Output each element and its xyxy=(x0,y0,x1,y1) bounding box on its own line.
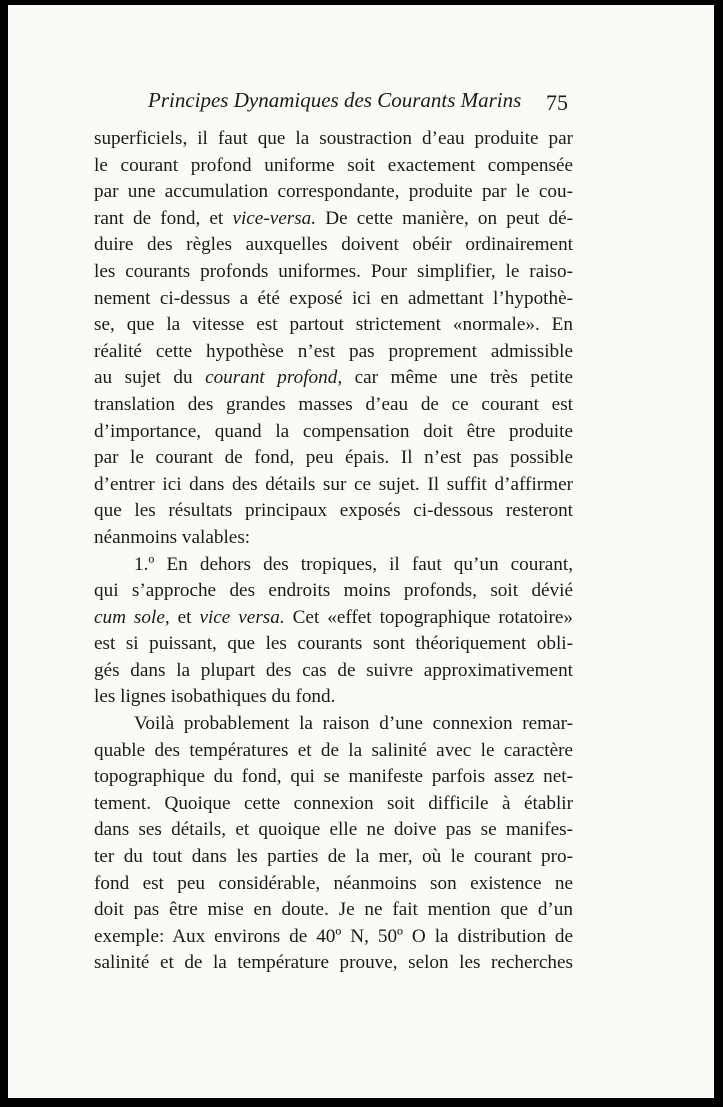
text-span: Cet «effet topographique rotatoire» xyxy=(284,606,573,628)
page-header xyxy=(8,88,714,118)
italic-term: vice-versa. xyxy=(232,207,317,229)
text-line: topographique du fond, qui se manifeste parfois assez net- xyxy=(94,766,573,788)
text-line: le courant profond uniforme soit exactement compensée xyxy=(94,154,573,176)
text-line: nement ci-dessus a été exposé ici en admettant l’hypothè- xyxy=(94,287,573,309)
text-span: car même une très petite xyxy=(342,367,573,389)
body-text xyxy=(94,126,573,977)
text-span: De cette manière, on peut dé- xyxy=(316,207,573,229)
text-line: gés dans la plupart des cas de suivre approximativement xyxy=(94,659,573,681)
text-line xyxy=(94,206,573,233)
text-span: rant de fond, et xyxy=(94,207,233,229)
text-line: Voilà probablement la raison d’une connexion remar- xyxy=(134,713,573,735)
text-span: et xyxy=(169,606,200,628)
text-line: néanmoins valables: xyxy=(94,526,251,548)
text-line: tement. Quoique cette connexion soit difficile à établir xyxy=(94,792,573,814)
text-line xyxy=(94,605,573,632)
text-span: au sujet du xyxy=(94,367,206,389)
text-line: superficiels, il faut que la soustraction d’eau produite par xyxy=(94,128,573,149)
text-line: les lignes isobathiques du fond. xyxy=(94,686,336,708)
italic-term: cum sole, xyxy=(94,606,170,628)
text-line: doit pas être mise en doute. Je ne fait mention que d’un xyxy=(94,899,573,921)
text-line: fond est peu considérable, néanmoins son existence ne xyxy=(94,872,573,894)
text-line: 1.º En dehors des tropiques, il faut qu’un courant, xyxy=(134,553,573,575)
text-line: salinité et de la température prouve, selon les recherches xyxy=(94,952,573,974)
text-line xyxy=(94,365,573,392)
italic-term: courant profond, xyxy=(205,367,343,389)
text-line: d’entrer ici dans des détails sur ce sujet. Il suffit d’affirmer xyxy=(94,473,573,495)
text-line: les courants profonds uniformes. Pour simplifier, le raiso- xyxy=(94,260,573,282)
text-line: que les résultats principaux exposés ci-dessous resteront xyxy=(94,500,573,522)
text-line: translation des grandes masses d’eau de ce courant est xyxy=(94,393,573,415)
text-line: est si puissant, que les courants sont théoriquement obli- xyxy=(94,633,573,655)
book-page xyxy=(8,5,714,1098)
running-title: Principes Dynamiques des Courants Marins xyxy=(148,88,522,112)
text-line: duire des règles auxquelles doivent obéir ordinairement xyxy=(94,234,573,256)
text-line: quable des températures et de la salinité avec le caractère xyxy=(94,739,573,761)
page-number: 75 xyxy=(546,90,568,115)
text-line: se, que la vitesse est partout strictement «normale». En xyxy=(94,314,573,336)
text-line: dans ses détails, et quoique elle ne doive pas se manifes- xyxy=(94,819,573,841)
text-line: exemple: Aux environs de 40º N, 50º O la distribution de xyxy=(94,925,573,947)
text-line: par une accumulation correspondante, produite par le cou- xyxy=(94,181,573,203)
text-line: réalité cette hypothèse n’est pas proprement admissible xyxy=(94,340,573,362)
text-line: par le courant de fond, peu épais. Il n’est pas possible xyxy=(94,447,573,469)
text-line: qui s’approche des endroits moins profonds, soit dévié xyxy=(94,580,573,602)
italic-term: vice versa. xyxy=(199,606,285,628)
text-line: d’importance, quand la compensation doit être produite xyxy=(94,420,573,442)
text-line: ter du tout dans les parties de la mer, où le courant pro- xyxy=(94,846,573,868)
